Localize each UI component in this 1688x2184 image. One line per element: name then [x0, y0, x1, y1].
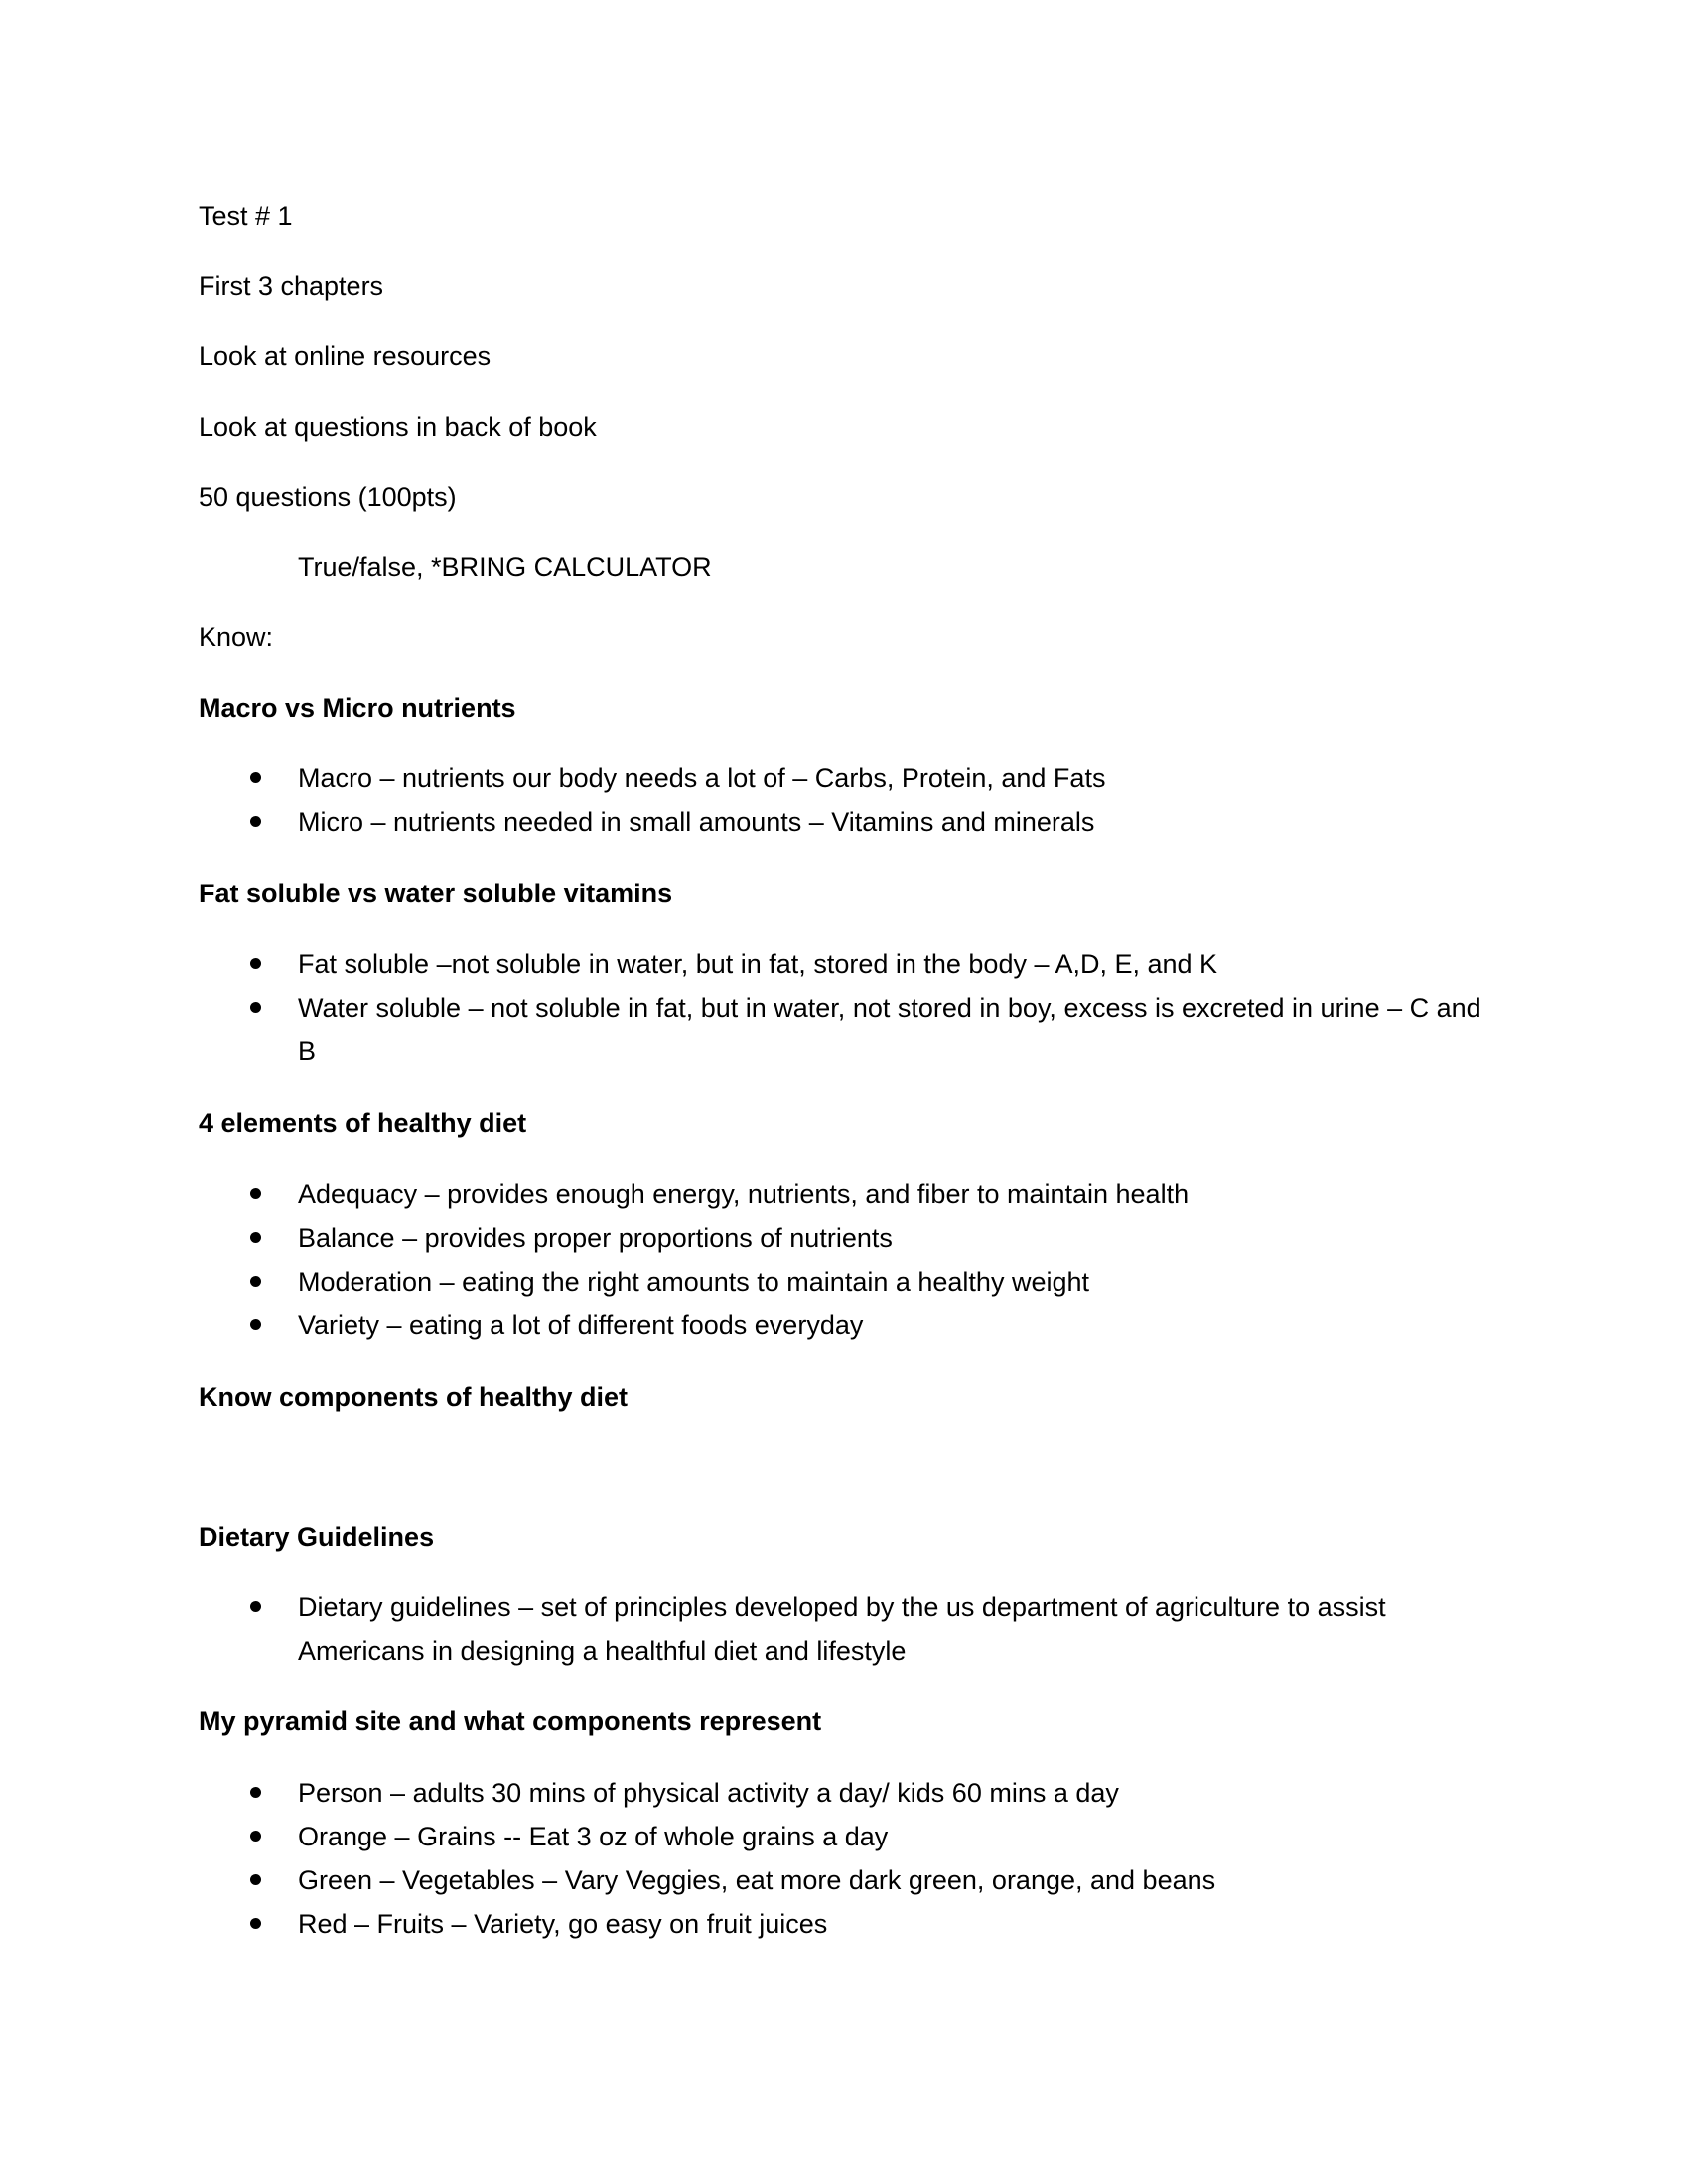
bullet-icon	[250, 1002, 261, 1013]
bullet-icon	[250, 1232, 261, 1243]
list-item-text: Variety – eating a lot of different foods everyday	[298, 1310, 864, 1340]
chapters-note: First 3 chapters	[199, 271, 384, 301]
section-heading: 4 elements of healthy diet	[199, 1108, 527, 1138]
list-item-text: Macro – nutrients our body needs a lot of – Carbs, Protein, and Fats	[298, 763, 1106, 793]
list-item-text: Moderation – eating the right amounts to maintain a healthy weight	[298, 1267, 1089, 1297]
list-item-text: Fat soluble –not soluble in water, but in fat, stored in the body – A,D, E, and K	[298, 949, 1218, 979]
bullet-icon	[250, 1188, 261, 1199]
bullet-icon	[250, 1319, 261, 1330]
know-label: Know:	[199, 622, 274, 652]
question-count: 50 questions (100pts)	[199, 482, 457, 512]
list-item-text: Balance – provides proper proportions of nutrients	[298, 1223, 893, 1253]
bullet-icon	[250, 772, 261, 783]
section-heading: Dietary Guidelines	[199, 1522, 435, 1552]
bullet-icon	[250, 958, 261, 969]
list-item-text: Dietary guidelines – set of principles developed by the us department of agriculture to assist Americans in designing a healthful diet and lifestyle	[298, 1592, 1386, 1666]
list-item-text: Water soluble – not soluble in fat, but in water, not stored in boy, excess is excreted in urine – C and B	[298, 993, 1481, 1066]
section-heading: My pyramid site and what components represent	[199, 1706, 822, 1736]
list-item-text: Adequacy – provides enough energy, nutrients, and fiber to maintain health	[298, 1179, 1190, 1209]
section-heading: Know components of healthy diet	[199, 1382, 629, 1412]
bullet-icon	[250, 1874, 261, 1885]
section-heading: Macro vs Micro nutrients	[199, 693, 516, 723]
list-item-text: Micro – nutrients needed in small amounts – Vitamins and minerals	[298, 807, 1095, 837]
list-item-text: Orange – Grains -- Eat 3 oz of whole grains a day	[298, 1822, 889, 1851]
bullet-icon	[250, 1601, 261, 1612]
list-item-text: Person – adults 30 mins of physical activity a day/ kids 60 mins a day	[298, 1778, 1119, 1808]
bullet-icon	[250, 1831, 261, 1842]
bullet-icon	[250, 816, 261, 827]
questions-note: Look at questions in back of book	[199, 412, 597, 442]
section-heading: Fat soluble vs water soluble vitamins	[199, 879, 673, 908]
list-item-text: Red – Fruits – Variety, go easy on fruit juices	[298, 1909, 828, 1939]
test-title: Test # 1	[199, 202, 293, 231]
bullet-icon	[250, 1918, 261, 1929]
bullet-icon	[250, 1276, 261, 1287]
resources-note: Look at online resources	[199, 341, 492, 371]
bullet-icon	[250, 1787, 261, 1798]
list-item-text: Green – Vegetables – Vary Veggies, eat more dark green, orange, and beans	[298, 1865, 1216, 1895]
format-note: True/false, *BRING CALCULATOR	[298, 552, 712, 582]
